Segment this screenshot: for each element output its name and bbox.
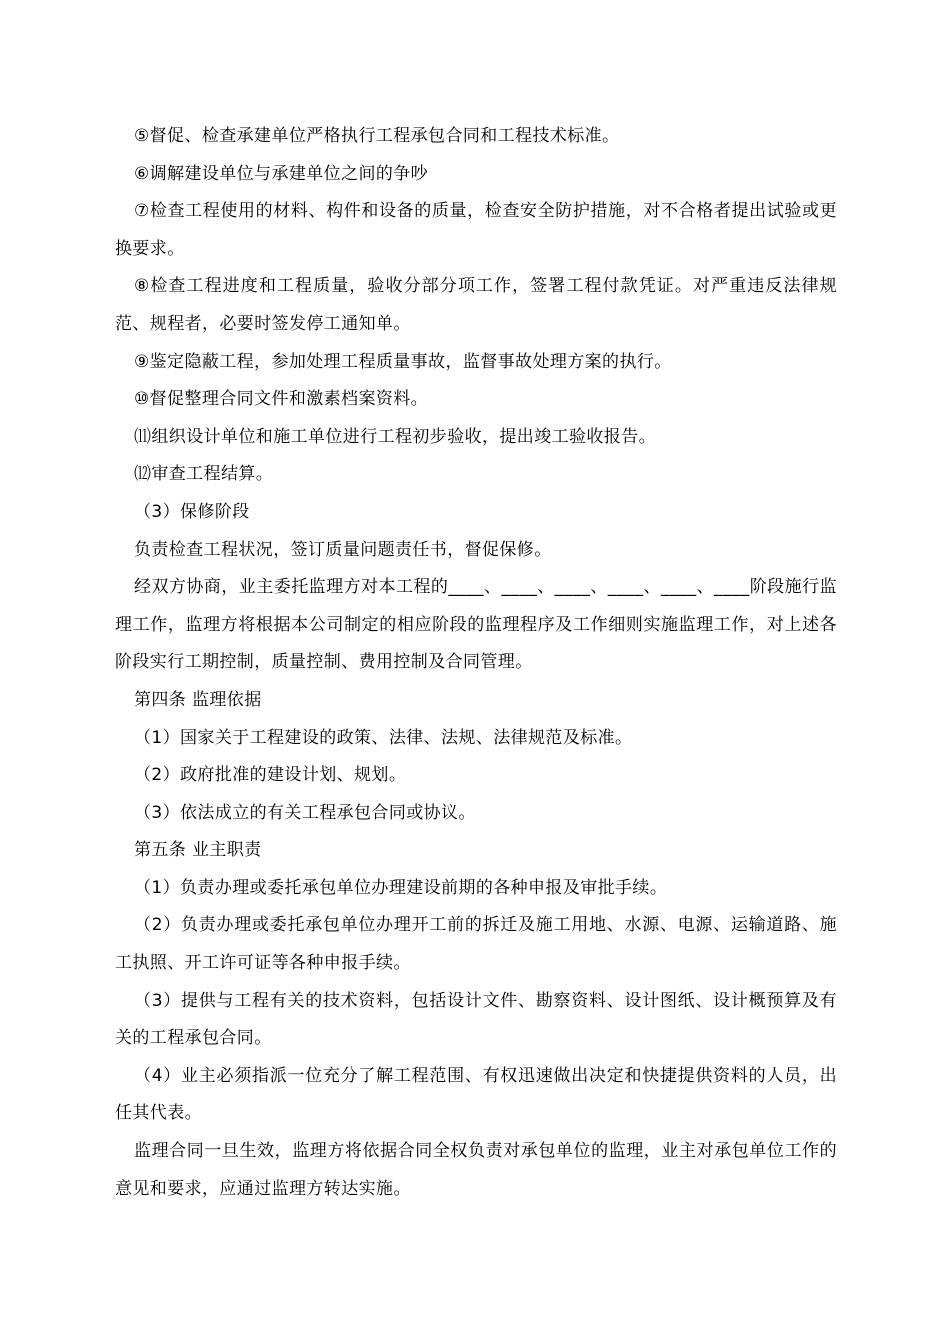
paragraph-owner-duty-1: （1）负责办理或委托承包单位办理建设前期的各种申报及审批手续。	[134, 877, 668, 898]
paragraph-basis-3: （3）依法成立的有关工程承包合同或协议。	[134, 802, 476, 823]
paragraph-warranty-duty: 负责检查工程状况，签订质量问题责任书，督促保修。	[134, 539, 552, 560]
paragraph-owner-duty-4: （4）业主必须指派一位充分了解工程范围、有权迅速做出决定和快捷提供资料的人员，出任其代表。	[115, 1065, 837, 1124]
paragraph-duty-11: ⑾组织设计单位和施工单位进行工程初步验收，提出竣工验收报告。	[134, 426, 656, 447]
paragraph-duty-9: ⑨鉴定隐蔽工程，参加处理工程质量事故，监督事故处理方案的执行。	[134, 351, 672, 372]
paragraph-duty-8: ⑧检查工程进度和工程质量，验收分部分项工作，签署工程付款凭证。对严重违反法律规范、规程者，必要时签发停工通知单。	[115, 276, 837, 334]
paragraph-basis-1: （1）国家关于工程建设的政策、法律、法规、法律规范及标准。	[134, 727, 633, 748]
paragraph-duty-7: ⑦检查工程使用的材料、构件和设备的质量，检查安全防护措施，对不合格者提出试验或更换要求。	[115, 201, 837, 259]
paragraph-basis-2: （2）政府批准的建设计划、规划。	[134, 765, 407, 786]
paragraph-owner-duty-3: （3）提供与工程有关的技术资料，包括设计文件、勘察资料、设计图纸、设计概预算及有关的工程承包合同。	[115, 990, 837, 1049]
heading-article-4: 第四条 监理依据	[134, 689, 262, 710]
paragraph-owner-duty-2: （2）负责办理或委托承包单位办理开工前的拆迁及施工用地、水源、电源、运输道路、施工执照、开工许可证等各种申报手续。	[115, 915, 837, 974]
paragraph-duty-10: ⑩督促整理合同文件和激素档案资料。	[134, 389, 429, 410]
document-body	[115, 118, 837, 1208]
paragraph-duty-6: ⑥调解建设单位与承建单位之间的争吵	[134, 163, 429, 184]
heading-article-5: 第五条 业主职责	[134, 840, 262, 861]
paragraph-agreement: 经双方协商，业主委托监理方对本工程的____、____、____、____、____、____阶段施行监理工作，监理方将根据本公司制定的相应阶段的监理程序及工作细则实施监理工作，对上述各阶段实行工期控制，质量控制、费用控制及合同管理。	[115, 577, 837, 673]
paragraph-duty-5: ⑤督促、检查承建单位严格执行工程承包合同和工程技术标准。	[134, 126, 620, 146]
paragraph-duty-12: ⑿审查工程结算。	[134, 464, 274, 485]
paragraph-contract-effect: 监理合同一旦生效，监理方将依据合同全权负责对承包单位的监理，业主对承包单位工作的意见和要求，应通过监理方转达实施。	[115, 1141, 837, 1199]
heading-warranty-stage: （3）保修阶段	[134, 501, 250, 522]
